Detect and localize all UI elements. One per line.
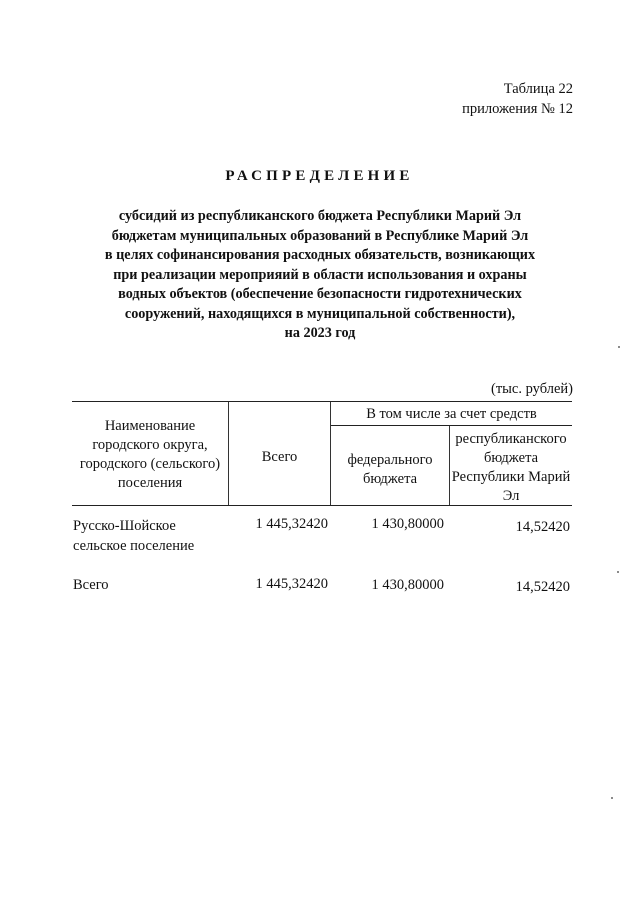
subtitle-line: при реализации мероприяий в области использования и охраны [113,266,527,283]
table-top-border [72,401,572,402]
document-subtitle [80,207,560,344]
appendix-number: приложения № 12 [462,101,573,117]
header-group: В том числе за счет средств [366,406,537,422]
subtitle-line: бюджетам муниципальных образований в Республике Марий Эл [111,227,529,244]
document-title: РАСПРЕДЕЛЕНИЕ [225,168,414,184]
header-federal: федерального бюджета [347,452,433,487]
row-total: 1 445,32420 [255,516,328,532]
subtitle-line: в целях софинансирования расходных обязательств, возникающих [104,247,536,263]
header-republic: республиканского бюджета Республики Марий Эл [451,431,571,504]
total-row-federal: 1 430,80000 [371,577,444,593]
total-row-total: 1 445,32420 [255,576,328,592]
group-header-divider [330,425,572,426]
subtitle-line: на 2023 год [284,325,356,341]
subtitle-line: водных объектов (обеспечение безопасности гидротехнических [118,286,522,302]
subtitle-line: субсидий из республиканского бюджета Республики Марий Эл [118,208,522,224]
scan-speck [618,346,620,348]
total-row-label: Всего [73,577,109,593]
units-label: (тыс. рублей) [491,381,573,397]
header-name: Наименование городского округа, городского (сельского) поселения [79,418,221,491]
row-name: Русско-Шойское сельское поселение [73,518,195,554]
scan-speck [617,571,619,573]
subtitle-line: сооружений, находящихся в муниципальной собственности), [124,305,516,322]
header-total: Всего [261,449,298,465]
scan-speck [611,797,613,799]
row-federal: 1 430,80000 [371,516,444,532]
row-republic: 14,52420 [515,519,570,535]
total-row-republic: 14,52420 [515,579,570,595]
table-number: Таблица 22 [503,81,573,97]
